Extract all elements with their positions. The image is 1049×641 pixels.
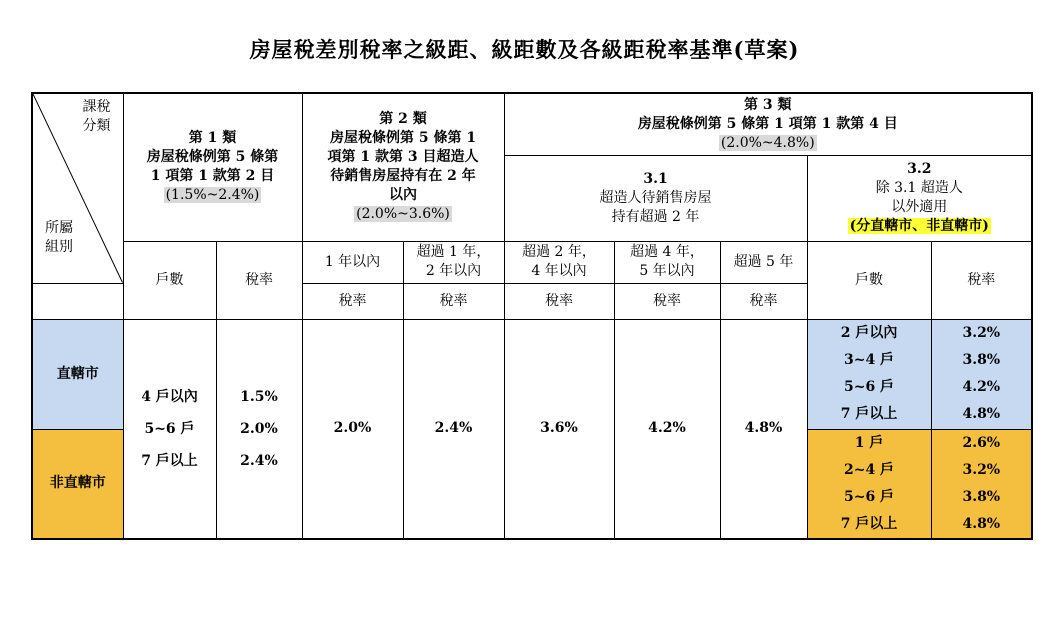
city-households-row: 3~4 戶 (843, 352, 895, 368)
cat1-households-row: 7 戶以上 (141, 452, 198, 469)
cat3-1-period-2: 超過 4 年， 5 年以內 (614, 241, 720, 283)
cat3-2-description: 除 3.1 超造人 以外適用 (875, 180, 963, 215)
corner-header-cell (32, 93, 123, 283)
cat3-1-period-3: 超過 5 年 (720, 241, 807, 283)
noncity-households-row: 5~6 戶 (843, 488, 895, 505)
cat3-range: (2.0%~4.8%) (720, 134, 815, 151)
cat1-header (123, 93, 302, 241)
city-rate-row: 3.2% (962, 325, 1001, 341)
cat1-number: 第 1 類 (188, 130, 237, 147)
cat1-rate-row: 2.4% (240, 452, 278, 469)
cat3-2-header (807, 155, 1032, 241)
tax-category-label: 課稅 分類 (82, 99, 111, 134)
cat2-rate-label-1: 稅率 (302, 283, 403, 319)
cat3-2-rate-header: 稅率 (931, 241, 1032, 319)
cat2-rate-1: 2.0% (302, 319, 403, 539)
cat3-2-note: (分直轄市、非直轄市) (849, 218, 989, 234)
page-title: 房屋稅差別稅率之級距、級距數及各級距稅率基準(草案) (249, 37, 800, 62)
city-households-row: 2 戶以內 (840, 325, 898, 341)
noncity-rate-row: 3.2% (962, 461, 1001, 478)
cat3-1-description: 超造人待銷售房屋 持有超過 2 年 (599, 189, 712, 225)
noncity-households-row: 2~4 戶 (843, 461, 895, 478)
city-rate-row: 3.8% (962, 352, 1001, 368)
cat3-1-period-1: 超過 2 年， 4 年以內 (504, 241, 614, 283)
cat2-number: 第 2 類 (379, 111, 427, 128)
cat1-rate-row: 1.5% (240, 388, 278, 405)
cat2-rate-label-2: 稅率 (403, 283, 504, 319)
cat3-1-rate-label-3: 稅率 (720, 283, 807, 319)
cat2-header (302, 93, 504, 241)
group-city: 直轄市 (32, 319, 123, 429)
cat3-2-noncity-rates (931, 429, 1032, 539)
cat3-2-noncity-households (807, 429, 931, 539)
noncity-rate-row: 3.8% (962, 488, 1001, 505)
cat3-description: 房屋稅條例第 5 條第 1 項第 1 款第 4 目 (637, 115, 898, 132)
city-rate-row: 4.8% (962, 406, 1001, 422)
cat3-2-number: 3.2 (907, 161, 932, 177)
cat1-households-row: 4 戶以內 (141, 388, 198, 405)
noncity-households-row: 7 戶以上 (840, 515, 898, 532)
cat1-rates-cell (216, 319, 302, 539)
noncity-rate-row: 4.8% (962, 515, 1001, 532)
cat1-rate-header: 稅率 (216, 241, 302, 319)
cat1-households-row: 5~6 戶 (144, 420, 195, 437)
cat3-1-header (504, 155, 807, 241)
cat3-1-number: 3.1 (643, 170, 668, 187)
group-label: 所屬 組別 (45, 219, 73, 255)
cat3-2-city-rates (931, 319, 1032, 429)
cat1-rate-row: 2.0% (240, 420, 278, 437)
cat1-households-header: 戶數 (123, 241, 216, 319)
group-noncity: 非直轄市 (32, 429, 123, 539)
cat1-households-cell (123, 319, 216, 539)
cat2-period-1: 1 年以內 (302, 241, 403, 283)
cat2-description: 房屋稅條例第 5 條第 1 項第 1 款第 3 目超造人 待銷售房屋持有在 2 年 以內 (327, 130, 479, 204)
city-households-row: 5~6 戶 (843, 379, 895, 395)
cat3-header (504, 93, 1032, 155)
group-header-spacer (32, 283, 123, 319)
cat3-1-rate-1: 3.6% (504, 319, 614, 539)
noncity-households-row: 1 戶 (854, 434, 884, 451)
cat3-1-rate-3: 4.8% (720, 319, 807, 539)
cat3-2-city-households (807, 319, 931, 429)
noncity-rate-row: 2.6% (962, 434, 1001, 451)
cat3-number: 第 3 類 (744, 96, 792, 113)
city-households-row: 7 戶以上 (840, 406, 898, 422)
cat2-rate-2: 2.4% (403, 319, 504, 539)
cat2-period-2: 超過 1 年， 2 年以內 (403, 241, 504, 283)
cat3-1-rate-label-1: 稅率 (504, 283, 614, 319)
cat3-1-rate-2: 4.2% (614, 319, 720, 539)
city-rate-row: 4.2% (962, 379, 1001, 395)
cat1-description: 房屋稅條例第 5 條第 1 項第 1 款第 2 目 (146, 149, 279, 185)
cat3-1-rate-label-2: 稅率 (614, 283, 720, 319)
cat3-2-households-header: 戶數 (807, 241, 931, 319)
cat1-range: (1.5%~2.4%) (165, 187, 260, 204)
tax-rate-table (31, 92, 1033, 540)
cat2-range: (2.0%~3.6%) (356, 206, 450, 223)
